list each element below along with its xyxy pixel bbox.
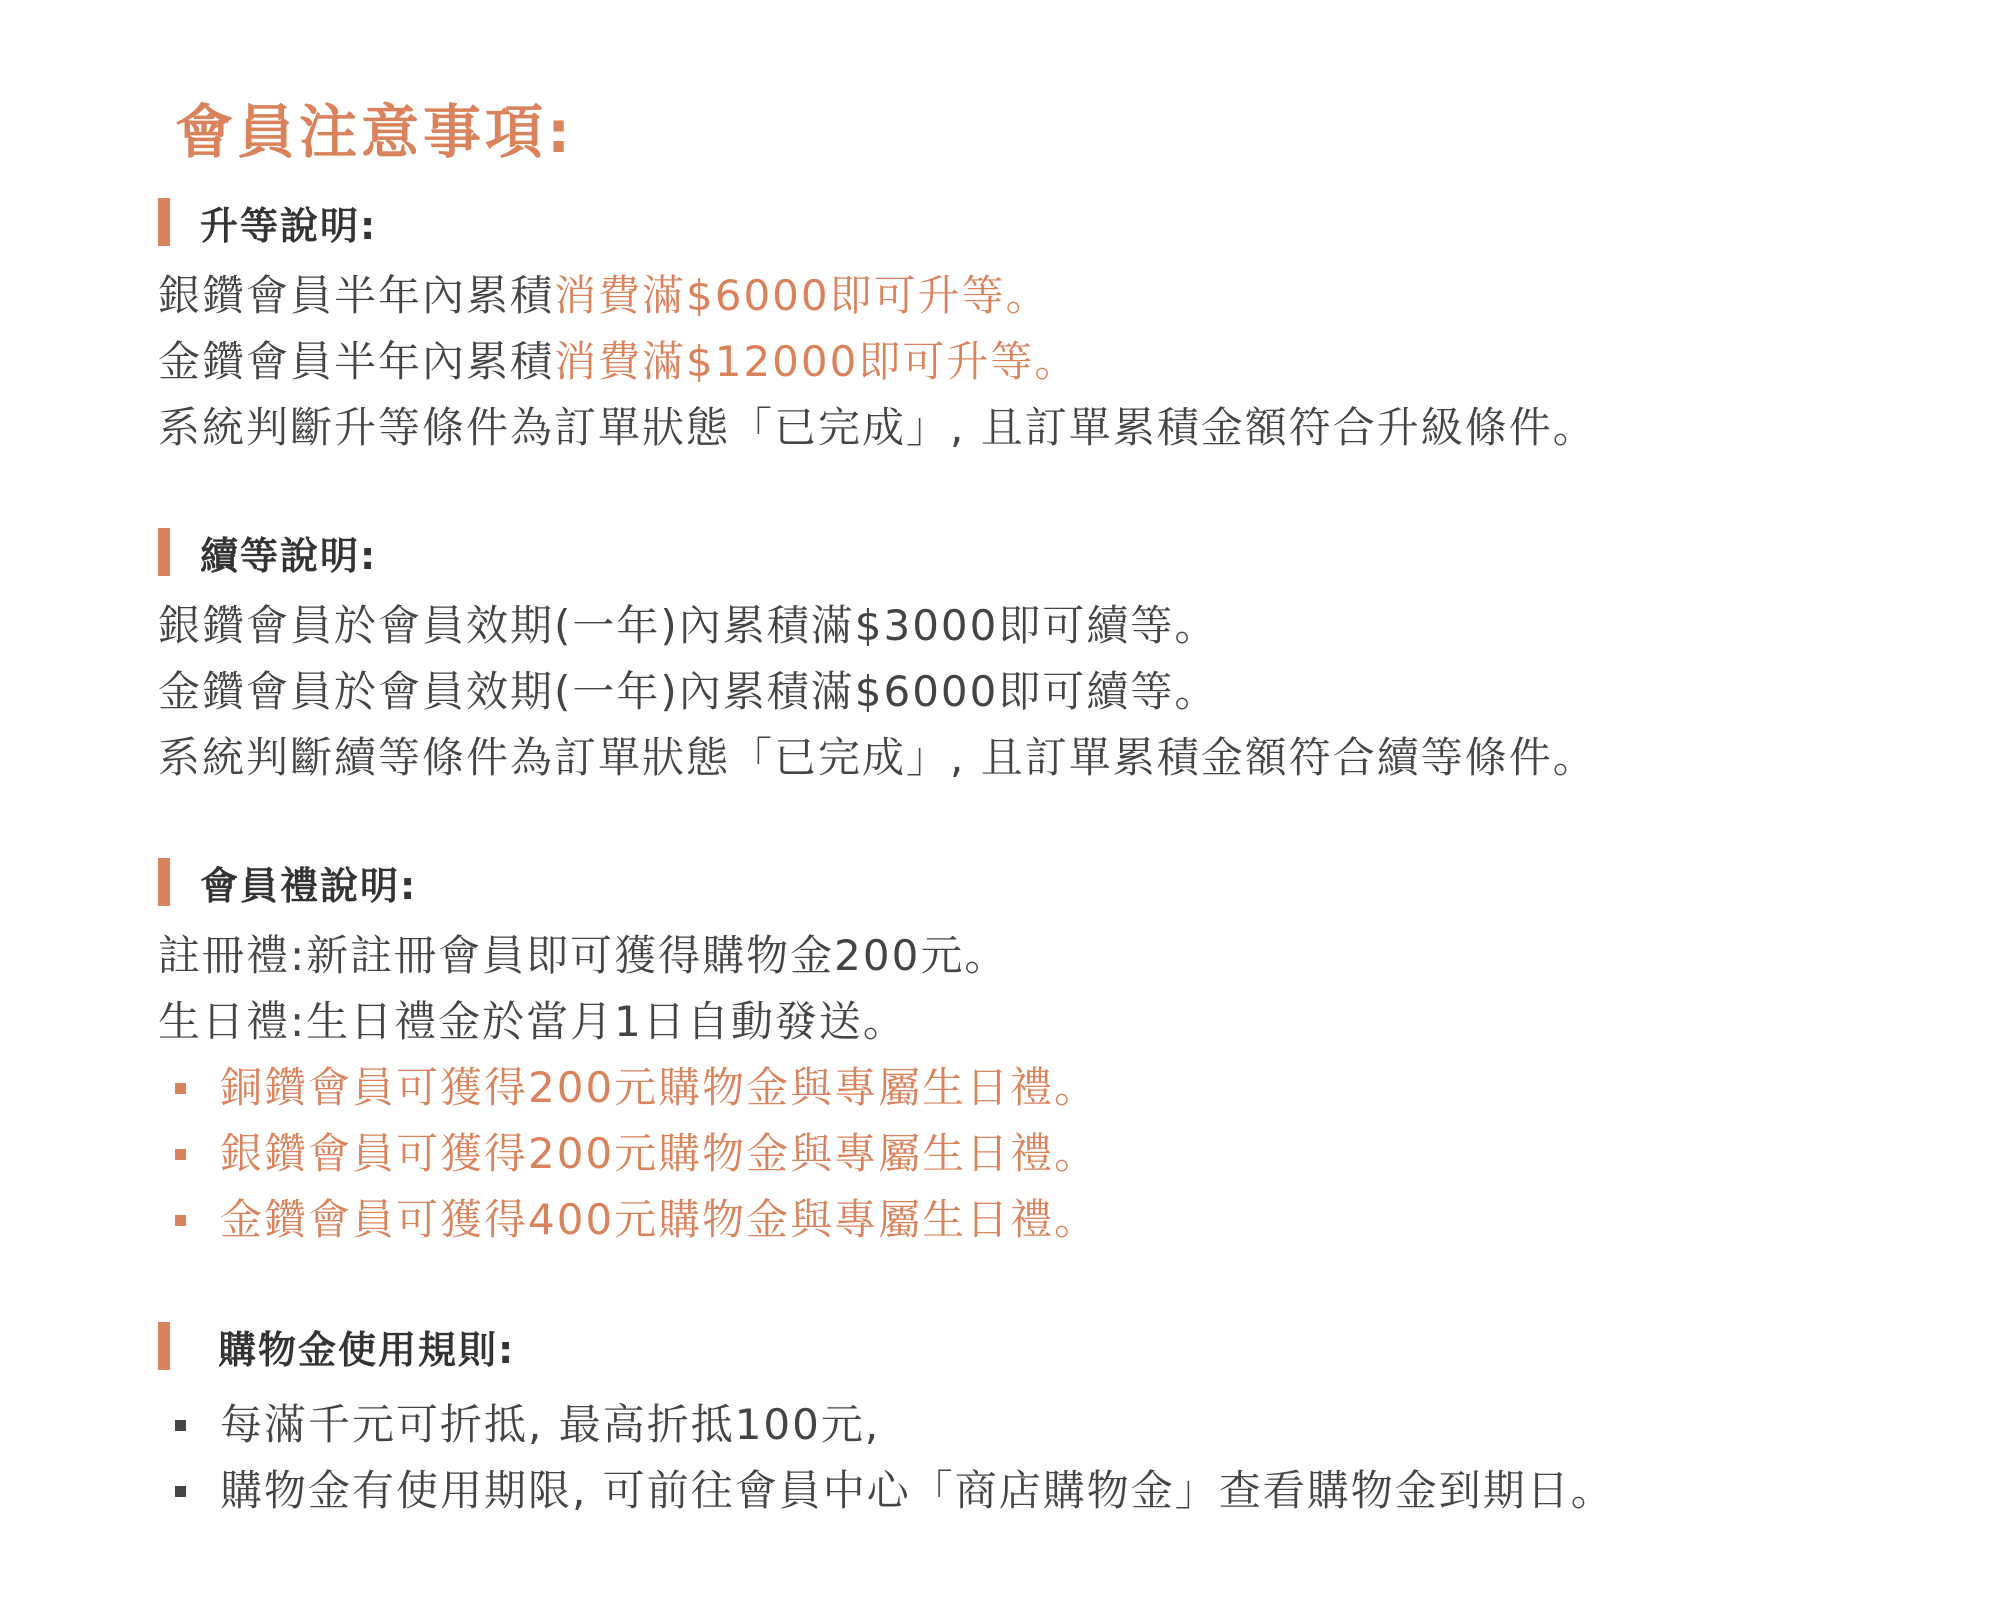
section-accent-bar bbox=[158, 1322, 170, 1370]
gift-line-registration: 註冊禮:新註冊會員即可獲得購物金200元。 bbox=[158, 931, 1009, 980]
section-header-gifts bbox=[158, 854, 417, 910]
upgrade-line-silver-text: 銀鑽會員半年內累積 bbox=[158, 271, 555, 320]
square-bullet-icon bbox=[175, 1215, 186, 1226]
list-item bbox=[175, 1055, 1098, 1121]
list-item bbox=[175, 1392, 880, 1458]
list-item bbox=[175, 1458, 1615, 1524]
section-title-credit-rules: 購物金使用規則: bbox=[218, 1327, 516, 1372]
upgrade-line-gold bbox=[158, 329, 1078, 395]
section-header-upgrade bbox=[158, 194, 377, 250]
list-item bbox=[175, 1121, 1098, 1187]
renewal-line-gold: 金鑽會員於會員效期(一年)內累積滿$6000即可續等。 bbox=[158, 667, 1219, 716]
section-accent-bar bbox=[158, 528, 170, 576]
square-bullet-icon bbox=[175, 1486, 186, 1497]
upgrade-line-gold-text: 金鑽會員半年內累積 bbox=[158, 337, 555, 386]
gift-bullet-bronze: 銅鑽會員可獲得200元購物金與專屬生日禮。 bbox=[220, 1063, 1099, 1112]
page-title: 會員注意事項: bbox=[175, 98, 575, 166]
upgrade-line-system-text: 系統判斷升等條件為訂單狀態「已完成」, 且訂單累積金額符合升級條件。 bbox=[158, 403, 1597, 452]
section-title-renewal: 續等說明: bbox=[200, 533, 378, 578]
square-bullet-icon bbox=[175, 1149, 186, 1160]
gift-bullet-silver: 銀鑽會員可獲得200元購物金與專屬生日禮。 bbox=[220, 1129, 1099, 1178]
upgrade-line-silver bbox=[158, 263, 1050, 329]
section-title-upgrade: 升等說明: bbox=[200, 203, 378, 248]
section-title-gifts: 會員禮說明: bbox=[200, 863, 418, 908]
credit-rule-expiry: 購物金有使用期限, 可前往會員中心「商店購物金」查看購物金到期日。 bbox=[220, 1466, 1615, 1515]
list-item bbox=[175, 1187, 1098, 1253]
renewal-line-system: 系統判斷續等條件為訂單狀態「已完成」, 且訂單累積金額符合續等條件。 bbox=[158, 733, 1597, 782]
section-accent-bar bbox=[158, 858, 170, 906]
section-header-credit-rules bbox=[158, 1318, 515, 1374]
square-bullet-icon bbox=[175, 1083, 186, 1094]
renewal-line-silver: 銀鑽會員於會員效期(一年)內累積滿$3000即可續等。 bbox=[158, 601, 1219, 650]
upgrade-line-gold-highlight: 消費滿$12000即可升等。 bbox=[554, 337, 1079, 386]
gift-bullet-gold: 金鑽會員可獲得400元購物金與專屬生日禮。 bbox=[220, 1195, 1099, 1244]
upgrade-line-silver-highlight: 消費滿$6000即可升等。 bbox=[554, 271, 1050, 320]
section-header-renewal bbox=[158, 524, 377, 580]
section-accent-bar bbox=[158, 198, 170, 246]
gift-line-birthday: 生日禮:生日禮金於當月1日自動發送。 bbox=[158, 997, 907, 1046]
square-bullet-icon bbox=[175, 1420, 186, 1431]
credit-rule-deduction: 每滿千元可折抵, 最高折抵100元, bbox=[220, 1400, 881, 1449]
upgrade-line-system bbox=[158, 395, 1597, 461]
